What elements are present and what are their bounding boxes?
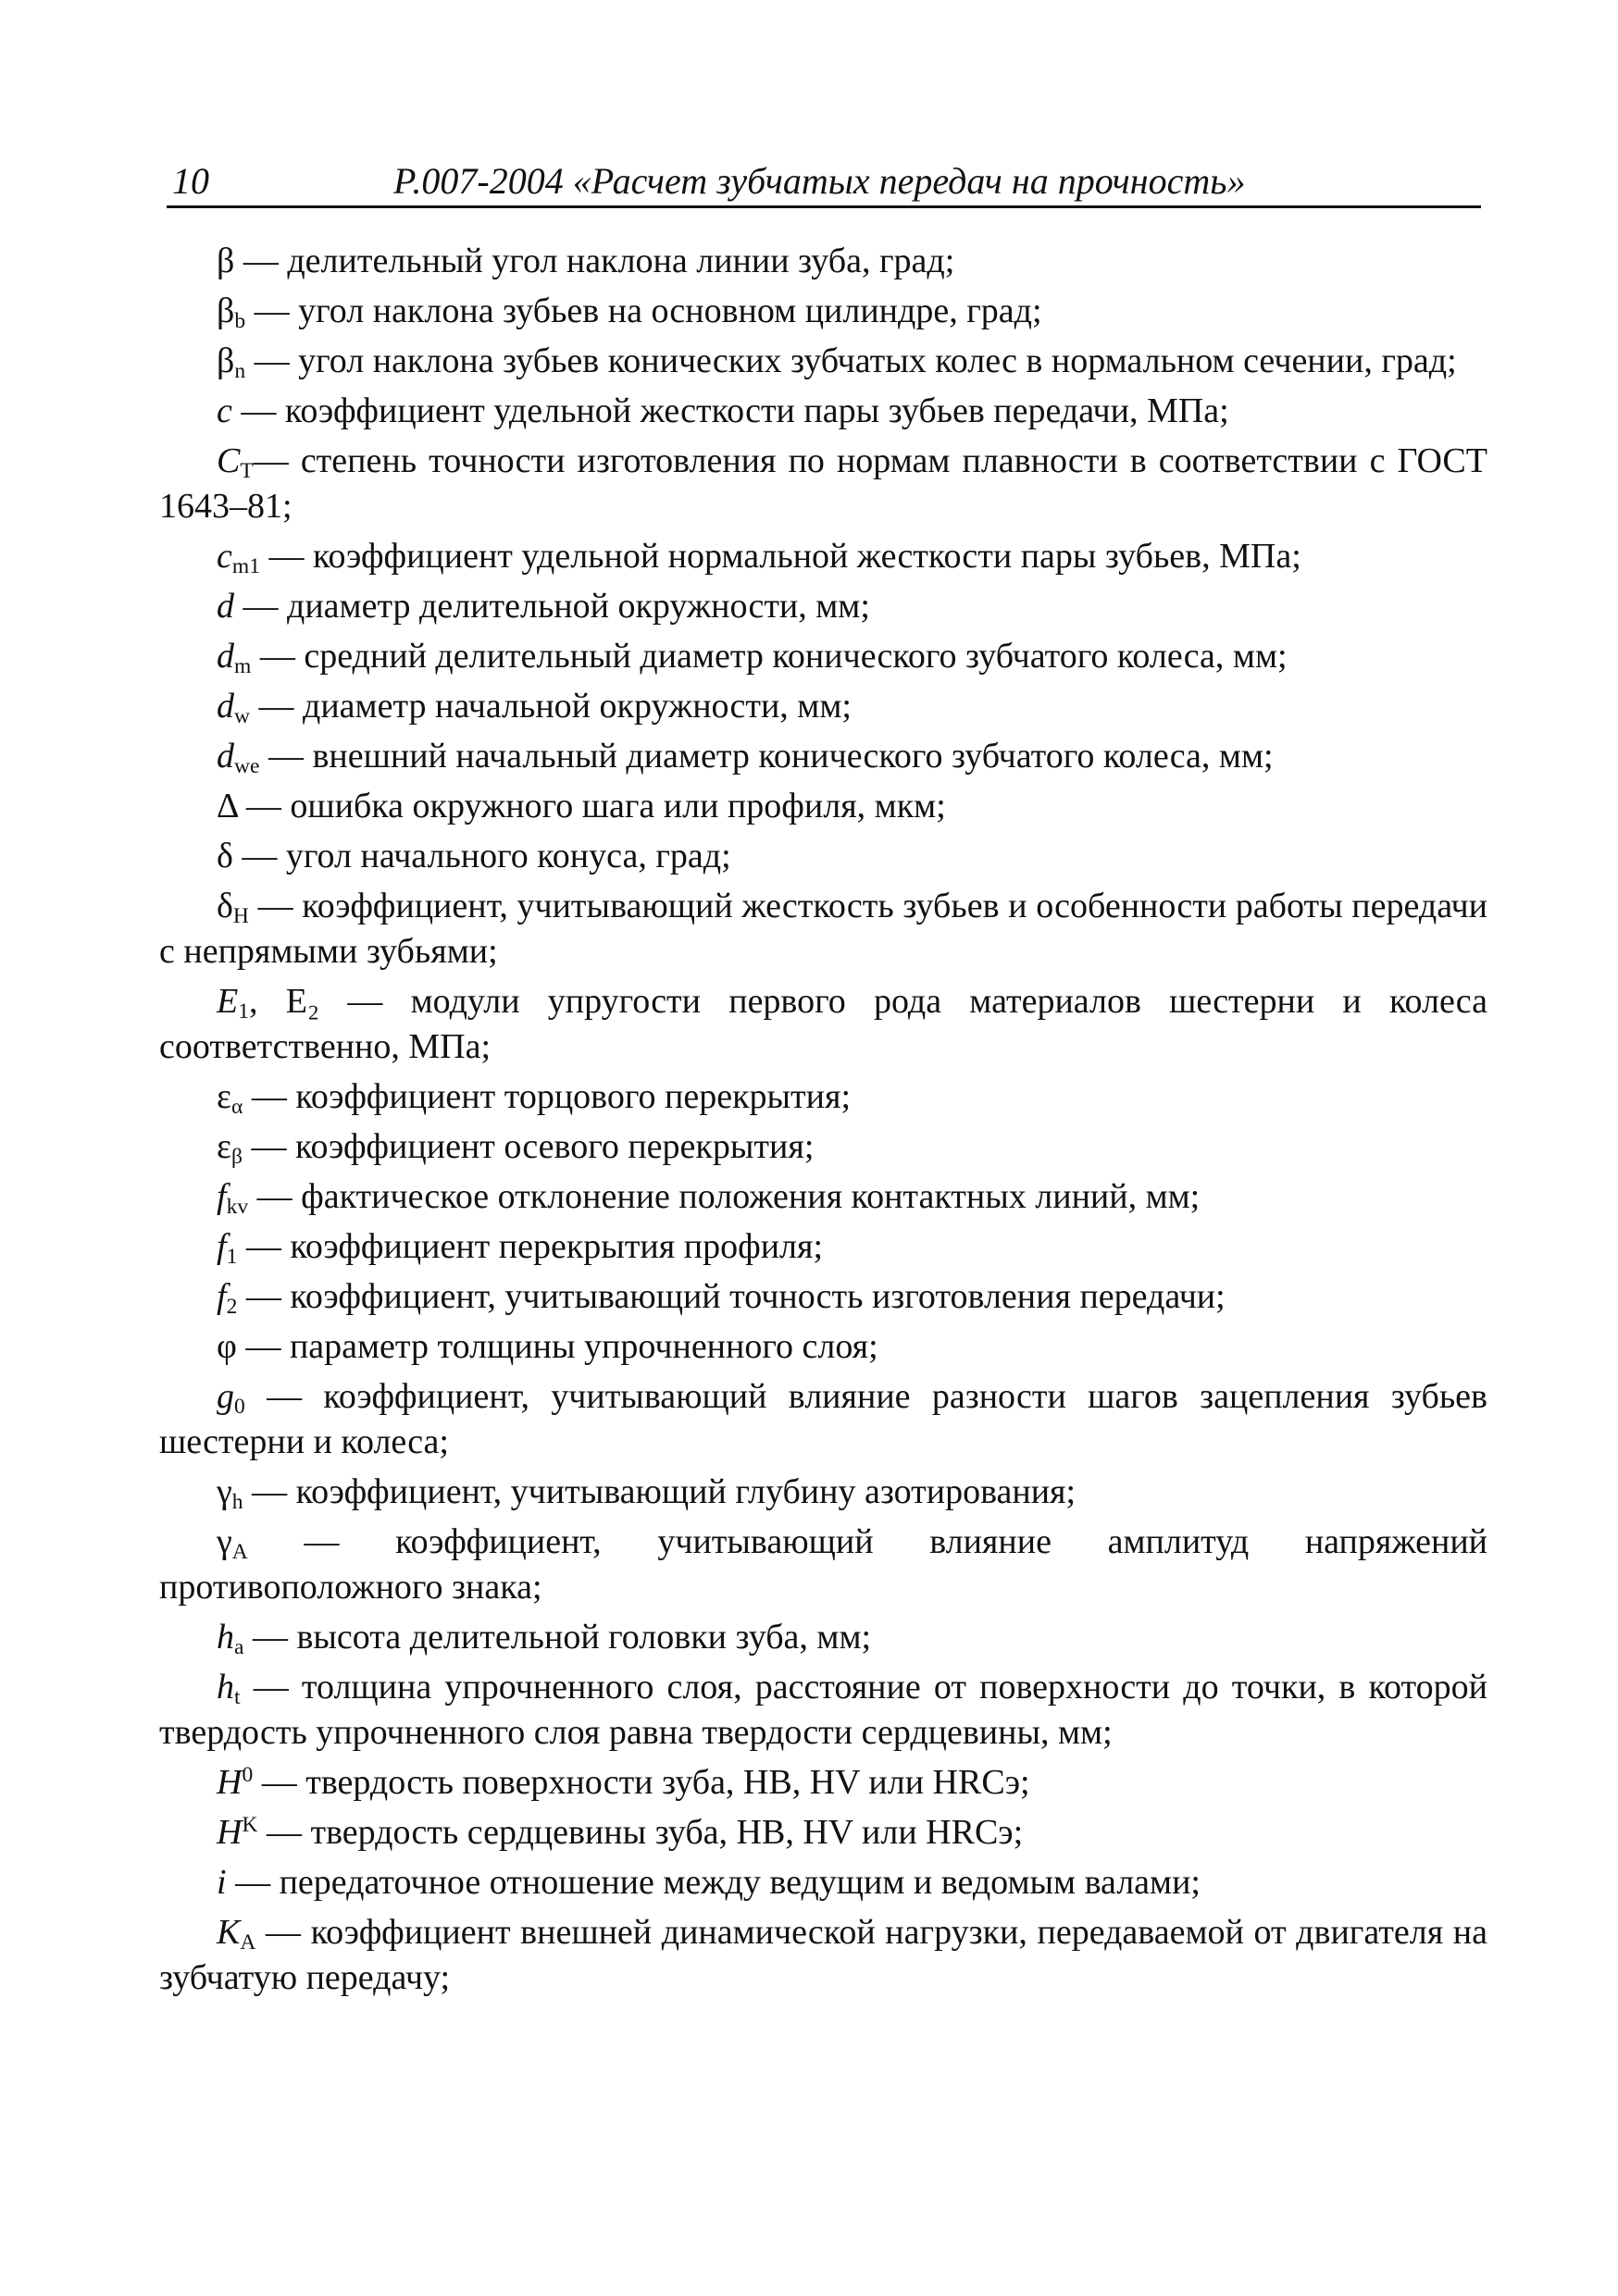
notation-entry [159, 734, 1487, 779]
notation-entry [159, 439, 1487, 529]
definition-text: — средний делительный диаметр конического зубчатого колеса, мм; [251, 637, 1288, 676]
notation-entry [159, 979, 1487, 1070]
definition-text: — коэффициент, учитывающий точность изготовления передачи; [237, 1277, 1226, 1316]
symbol: K [217, 1913, 241, 1952]
symbol-subscript: h [231, 1489, 243, 1514]
definition-text: — коэффициент перекрытия профиля; [237, 1227, 824, 1266]
notation-entry [159, 1615, 1487, 1660]
symbol-subscript: A [240, 1930, 256, 1955]
notation-entry [159, 1860, 1487, 1905]
notation-entry [159, 1274, 1487, 1320]
definition-text: — коэффициент внешней динамической нагрузки, передаваемой от двигателя на зубчатую передачу; [159, 1913, 1487, 1997]
notation-entry [159, 289, 1487, 334]
symbol-subscript: 0 [234, 1394, 245, 1419]
symbol: C [217, 441, 241, 480]
notation-entry [159, 339, 1487, 384]
definition-text: — высота делительной головки зуба, мм; [243, 1618, 872, 1657]
symbol: Δ [217, 787, 238, 825]
definition-text: — угол начального конуса, град; [232, 837, 731, 875]
symbol: f [217, 1177, 227, 1216]
notation-list [159, 239, 1487, 2005]
symbol-subscript: H [232, 903, 249, 928]
symbol: c [217, 537, 232, 576]
definition-text: — коэффициент удельной нормальной жесткости пары зубьев, МПа; [259, 537, 1301, 576]
definition-text: — параметр толщины упрочненного слоя; [236, 1327, 878, 1366]
symbol-subscript: A [231, 1539, 248, 1564]
page-number: 10 [172, 160, 209, 202]
definition-text: — твердость сердцевины зуба, НВ, HV или HRCэ; [257, 1813, 1024, 1852]
definition-text: — внешний начальный диаметр конического зубчатого колеса, мм; [259, 737, 1274, 776]
symbol-subscript: m1 [231, 553, 260, 578]
notation-entry [159, 584, 1487, 629]
symbol-subscript: m [234, 653, 252, 678]
definition-text: — делительный угол наклона линии зуба, град; [234, 242, 955, 280]
symbol: β [217, 341, 235, 380]
definition-text: — коэффициент, учитывающий влияние разности шагов зацепления зубьев шестерни и колеса; [159, 1377, 1487, 1461]
symbol-superscript: 0 [242, 1763, 254, 1788]
definition-text: — коэффициент, учитывающий жесткость зубьев и особенности работы передачи с непрямыми зубьями; [159, 887, 1487, 971]
notation-entry [159, 1910, 1487, 2001]
notation-entry [159, 1810, 1487, 1855]
symbol: ε [217, 1077, 231, 1116]
notation-entry [159, 1470, 1487, 1515]
page-header [167, 157, 1481, 208]
symbol: γ [217, 1522, 232, 1561]
symbol-subscript: n [234, 358, 246, 383]
symbol-subscript: 2 [226, 1294, 238, 1319]
definition-text: — толщина упрочненного слоя, расстояние от поверхности до точки, в которой твердость упрочненного слоя равна твердости сердцевины, мм; [159, 1668, 1487, 1752]
definition-text: — передаточное отношение между ведущим и ведомым валами; [226, 1863, 1201, 1902]
notation-entry [159, 784, 1487, 829]
symbol-subscript: T [240, 458, 254, 483]
symbol: d [217, 687, 234, 726]
notation-entry [159, 1074, 1487, 1120]
symbol: f [217, 1227, 227, 1266]
symbol: ε [217, 1127, 231, 1166]
definition-text: — твердость поверхности зуба, НВ, HV или HRCэ; [253, 1763, 1030, 1802]
symbol: d [217, 587, 234, 626]
symbol-subscript: w [234, 703, 251, 728]
notation-entry [159, 834, 1487, 879]
definition-text: — угол наклона зубьев конических зубчатых колес в нормальном сечении, град; [245, 341, 1457, 380]
definition-text: — коэффициент, учитывающий глубину азотирования; [243, 1472, 1077, 1511]
definition-text: — степень точности изготовления по нормам плавности в соответствии с ГОСТ 1643–81; [159, 441, 1487, 526]
symbol-subscript: kv [226, 1194, 249, 1219]
notation-entry [159, 1124, 1487, 1170]
symbol: δ [217, 837, 233, 875]
notation-entry [159, 1520, 1487, 1610]
notation-entry [159, 1665, 1487, 1756]
symbol-subscript: β [230, 1144, 243, 1169]
notation-entry [159, 389, 1487, 434]
symbol: β [217, 242, 235, 280]
notation-entry [159, 1174, 1487, 1220]
symbol: h [217, 1668, 234, 1706]
definition-text: — коэффициент торцового перекрытия; [243, 1077, 852, 1116]
symbol: β [217, 292, 235, 330]
notation-entry [159, 884, 1487, 974]
notation-entry [159, 684, 1487, 729]
notation-entry [159, 534, 1487, 579]
definition-text: — ошибка окружного шага или профиля, мкм; [237, 787, 946, 825]
symbol: d [217, 737, 234, 776]
symbol: H [217, 1763, 243, 1802]
symbol-subscript: 1 [226, 1244, 238, 1269]
definition-text: — угол наклона зубьев на основном цилиндре, град; [245, 292, 1042, 330]
definition-text: — фактическое отклонение положения контактных линий, мм; [248, 1177, 1201, 1216]
notation-entry [159, 239, 1487, 284]
symbol: g [217, 1377, 234, 1416]
symbol: c [217, 391, 232, 430]
symbol: E [217, 982, 239, 1021]
notation-entry [159, 1324, 1487, 1370]
symbol: δ [217, 887, 233, 925]
definition-text: — коэффициент осевого перекрытия; [242, 1127, 815, 1166]
definition-text: — диаметр делительной окружности, мм; [234, 587, 870, 626]
symbol: H [217, 1813, 243, 1852]
notation-entry [159, 1374, 1487, 1465]
notation-entry [159, 1224, 1487, 1270]
definition-text: — диаметр начальной окружности, мм; [250, 687, 852, 726]
symbol-subscript: we [234, 753, 260, 778]
notation-entry [159, 634, 1487, 679]
definition-text: — коэффициент, учитывающий влияние амплитуд напряжений противоположного знака; [159, 1522, 1487, 1607]
definition-text: — коэффициент удельной жесткости пары зубьев передачи, МПа; [231, 391, 1229, 430]
symbol-subscript: α [230, 1094, 243, 1119]
symbol-subscript: 1 [238, 999, 249, 1024]
symbol-subscript: t [234, 1684, 241, 1709]
symbol: γ [217, 1472, 232, 1511]
definition-text: , E₂ — модули упругости первого рода материалов шестерни и колеса соответственно, МПа; [159, 982, 1487, 1066]
symbol: d [217, 637, 234, 676]
symbol: φ [217, 1327, 237, 1366]
symbol-subscript: a [234, 1634, 244, 1659]
symbol: f [217, 1277, 227, 1316]
symbol: h [217, 1618, 234, 1657]
notation-entry [159, 1760, 1487, 1806]
running-title: Р.007-2004 «Расчет зубчатых передач на прочность» [393, 160, 1246, 202]
symbol-superscript: K [242, 1813, 258, 1838]
symbol-subscript: b [234, 308, 246, 333]
symbol: i [217, 1863, 227, 1902]
